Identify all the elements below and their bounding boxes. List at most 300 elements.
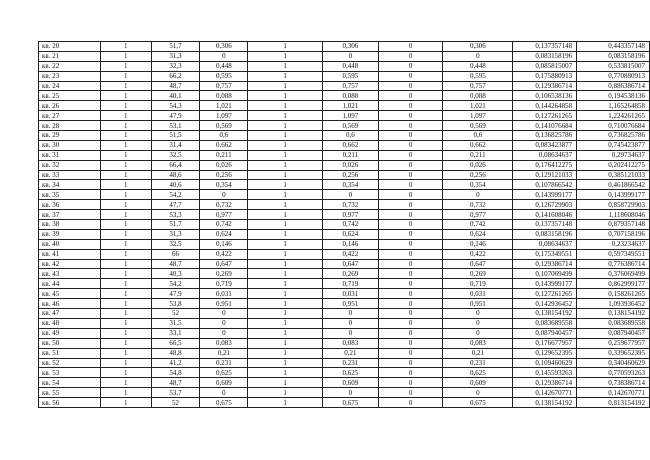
cell-value-b: 0,742 xyxy=(322,220,378,230)
cell-value-a: 0,951 xyxy=(200,299,248,309)
cell-value-b: 0,569 xyxy=(322,121,378,131)
cell-area: 33,1 xyxy=(151,328,200,338)
cell-value-a: 0,6 xyxy=(200,131,248,141)
table-row xyxy=(39,42,650,52)
cell-total: 0,862999177 xyxy=(577,279,650,289)
cell-total: 0,443357148 xyxy=(577,42,650,52)
cell-factor: 1 xyxy=(248,170,323,180)
cell-count: 1 xyxy=(100,269,151,279)
cell-factor: 1 xyxy=(248,229,323,239)
cell-count: 1 xyxy=(100,190,151,200)
cell-factor: 1 xyxy=(248,180,323,190)
cell-count: 1 xyxy=(100,200,151,210)
cell-share: 0,138154192 xyxy=(513,309,577,319)
table-row xyxy=(39,111,650,121)
cell-value-b: 0,951 xyxy=(322,299,378,309)
cell-total: 0,194538136 xyxy=(577,91,650,101)
cell-value-b: 0,306 xyxy=(322,42,378,52)
cell-area: 32,5 xyxy=(151,150,200,160)
table-row xyxy=(39,239,650,249)
cell-value-b: 0,6 xyxy=(322,131,378,141)
cell-share: 0,106538136 xyxy=(513,91,577,101)
cell-value-a: 0,231 xyxy=(200,358,248,368)
cell-value-a: 0,977 xyxy=(200,210,248,220)
cell-factor: 1 xyxy=(248,249,323,259)
cell-value-b: 0,448 xyxy=(322,61,378,71)
cell-factor: 1 xyxy=(248,289,323,299)
cell-apartment: кв. 25 xyxy=(39,91,101,101)
cell-value-c: 0 xyxy=(443,328,513,338)
cell-area: 54,2 xyxy=(151,279,200,289)
cell-factor: 1 xyxy=(248,398,323,408)
cell-count: 1 xyxy=(100,259,151,269)
cell-total: 0,738386714 xyxy=(577,378,650,388)
cell-area: 51,5 xyxy=(151,131,200,141)
cell-count: 1 xyxy=(100,121,151,131)
cell-factor: 1 xyxy=(248,42,323,52)
cell-factor: 1 xyxy=(248,269,323,279)
cell-total: 0,710076684 xyxy=(577,121,650,131)
cell-factor: 1 xyxy=(248,61,323,71)
cell-count: 1 xyxy=(100,348,151,358)
cell-zero-column: 0 xyxy=(378,150,443,160)
cell-factor: 1 xyxy=(248,299,323,309)
cell-area: 53,1 xyxy=(151,121,200,131)
cell-total: 0,340460629 xyxy=(577,358,650,368)
cell-apartment: кв. 46 xyxy=(39,299,101,309)
cell-factor: 1 xyxy=(248,338,323,348)
cell-zero-column: 0 xyxy=(378,229,443,239)
cell-value-c: 0,595 xyxy=(443,71,513,81)
cell-value-b: 0,609 xyxy=(322,378,378,388)
cell-apartment: кв. 50 xyxy=(39,338,101,348)
cell-apartment: кв. 32 xyxy=(39,160,101,170)
cell-share: 0,137357148 xyxy=(513,42,577,52)
cell-value-b: 0,757 xyxy=(322,81,378,91)
cell-value-b: 0,625 xyxy=(322,368,378,378)
cell-area: 31,5 xyxy=(151,318,200,328)
cell-value-c: 0,732 xyxy=(443,200,513,210)
cell-count: 1 xyxy=(100,289,151,299)
cell-total: 0,158261265 xyxy=(577,289,650,299)
cell-value-a: 0,675 xyxy=(200,398,248,408)
cell-count: 1 xyxy=(100,328,151,338)
apartment-data-table xyxy=(38,41,650,408)
cell-zero-column: 0 xyxy=(378,289,443,299)
cell-value-b: 0,146 xyxy=(322,239,378,249)
cell-share: 0,138154192 xyxy=(513,398,577,408)
cell-total: 1,118608046 xyxy=(577,210,650,220)
cell-apartment: кв. 53 xyxy=(39,368,101,378)
cell-value-b: 0,211 xyxy=(322,150,378,160)
cell-share: 0,126729903 xyxy=(513,200,577,210)
cell-value-b: 0,675 xyxy=(322,398,378,408)
cell-value-a: 0,662 xyxy=(200,140,248,150)
cell-factor: 1 xyxy=(248,131,323,141)
cell-apartment: кв. 36 xyxy=(39,200,101,210)
cell-value-a: 1,097 xyxy=(200,111,248,121)
cell-total: 0,087940457 xyxy=(577,328,650,338)
cell-apartment: кв. 37 xyxy=(39,210,101,220)
cell-zero-column: 0 xyxy=(378,131,443,141)
cell-count: 1 xyxy=(100,140,151,150)
cell-value-a: 0,21 xyxy=(200,348,248,358)
table-row xyxy=(39,338,650,348)
cell-value-a: 0,569 xyxy=(200,121,248,131)
cell-zero-column: 0 xyxy=(378,299,443,309)
cell-total: 0,29734637 xyxy=(577,150,650,160)
cell-apartment: кв. 56 xyxy=(39,398,101,408)
cell-factor: 1 xyxy=(248,190,323,200)
cell-value-b: 0,354 xyxy=(322,180,378,190)
cell-area: 48,7 xyxy=(151,81,200,91)
cell-count: 1 xyxy=(100,180,151,190)
cell-share: 0,176412275 xyxy=(513,160,577,170)
cell-total: 0,138154192 xyxy=(577,309,650,319)
cell-count: 1 xyxy=(100,309,151,319)
cell-value-a: 0,732 xyxy=(200,200,248,210)
cell-total: 0,083689558 xyxy=(577,318,650,328)
cell-share: 0,087940457 xyxy=(513,328,577,338)
cell-value-a: 0,026 xyxy=(200,160,248,170)
cell-area: 66,2 xyxy=(151,71,200,81)
cell-value-c: 0 xyxy=(443,51,513,61)
table-row xyxy=(39,210,650,220)
cell-total: 0,707158196 xyxy=(577,229,650,239)
cell-share: 0,107069499 xyxy=(513,269,577,279)
table-row xyxy=(39,220,650,230)
cell-count: 1 xyxy=(100,131,151,141)
cell-count: 1 xyxy=(100,368,151,378)
cell-apartment: кв. 55 xyxy=(39,388,101,398)
cell-apartment: кв. 39 xyxy=(39,229,101,239)
cell-zero-column: 0 xyxy=(378,388,443,398)
cell-value-c: 0,269 xyxy=(443,269,513,279)
cell-total: 1,093936452 xyxy=(577,299,650,309)
cell-count: 1 xyxy=(100,150,151,160)
cell-factor: 1 xyxy=(248,210,323,220)
cell-share: 0,142936452 xyxy=(513,299,577,309)
cell-total: 0,202412275 xyxy=(577,160,650,170)
cell-apartment: кв. 54 xyxy=(39,378,101,388)
cell-factor: 1 xyxy=(248,318,323,328)
cell-zero-column: 0 xyxy=(378,81,443,91)
table-row xyxy=(39,150,650,160)
cell-zero-column: 0 xyxy=(378,259,443,269)
cell-apartment: кв. 34 xyxy=(39,180,101,190)
cell-value-c: 0,951 xyxy=(443,299,513,309)
table-row xyxy=(39,299,650,309)
cell-apartment: кв. 47 xyxy=(39,309,101,319)
cell-value-b: 0 xyxy=(322,309,378,319)
cell-total: 0,736825786 xyxy=(577,131,650,141)
table-row xyxy=(39,249,650,259)
cell-factor: 1 xyxy=(248,150,323,160)
cell-value-a: 0,719 xyxy=(200,279,248,289)
table-row xyxy=(39,388,650,398)
table-body xyxy=(39,42,650,408)
table-row xyxy=(39,259,650,269)
cell-zero-column: 0 xyxy=(378,348,443,358)
cell-zero-column: 0 xyxy=(378,170,443,180)
cell-area: 53,8 xyxy=(151,299,200,309)
cell-value-c: 0 xyxy=(443,190,513,200)
cell-factor: 1 xyxy=(248,358,323,368)
cell-zero-column: 0 xyxy=(378,358,443,368)
cell-apartment: кв. 43 xyxy=(39,269,101,279)
cell-apartment: кв. 41 xyxy=(39,249,101,259)
cell-value-a: 0,083 xyxy=(200,338,248,348)
cell-value-c: 0,675 xyxy=(443,398,513,408)
cell-share: 0,142670771 xyxy=(513,388,577,398)
cell-value-c: 0,647 xyxy=(443,259,513,269)
cell-area: 31,3 xyxy=(151,229,200,239)
cell-value-a: 0,088 xyxy=(200,91,248,101)
cell-value-a: 0,306 xyxy=(200,42,248,52)
cell-area: 40,1 xyxy=(151,91,200,101)
cell-share: 0,175349551 xyxy=(513,249,577,259)
table-row xyxy=(39,289,650,299)
cell-total: 0,083158196 xyxy=(577,51,650,61)
cell-total: 0,533815007 xyxy=(577,61,650,71)
cell-value-c: 0 xyxy=(443,309,513,319)
cell-factor: 1 xyxy=(248,368,323,378)
cell-value-a: 0,595 xyxy=(200,71,248,81)
cell-factor: 1 xyxy=(248,160,323,170)
cell-total: 0,886386714 xyxy=(577,81,650,91)
cell-value-a: 0,422 xyxy=(200,249,248,259)
cell-share: 0,083689558 xyxy=(513,318,577,328)
cell-share: 0,129386714 xyxy=(513,378,577,388)
cell-apartment: кв. 27 xyxy=(39,111,101,121)
cell-value-c: 0,211 xyxy=(443,150,513,160)
cell-factor: 1 xyxy=(248,121,323,131)
cell-value-a: 0,448 xyxy=(200,61,248,71)
cell-share: 0,143999177 xyxy=(513,279,577,289)
cell-value-c: 0,306 xyxy=(443,42,513,52)
cell-value-c: 0,742 xyxy=(443,220,513,230)
cell-area: 54,2 xyxy=(151,190,200,200)
cell-value-c: 0,719 xyxy=(443,279,513,289)
cell-count: 1 xyxy=(100,170,151,180)
cell-factor: 1 xyxy=(248,378,323,388)
cell-share: 0,127261265 xyxy=(513,289,577,299)
cell-total: 0,770593263 xyxy=(577,368,650,378)
table-row xyxy=(39,269,650,279)
cell-value-a: 0 xyxy=(200,51,248,61)
cell-value-a: 0,609 xyxy=(200,378,248,388)
cell-area: 54,3 xyxy=(151,101,200,111)
table-row xyxy=(39,180,650,190)
cell-apartment: кв. 23 xyxy=(39,71,101,81)
cell-area: 53,7 xyxy=(151,388,200,398)
cell-share: 0,08634637 xyxy=(513,239,577,249)
cell-value-a: 0,625 xyxy=(200,368,248,378)
cell-apartment: кв. 30 xyxy=(39,140,101,150)
cell-zero-column: 0 xyxy=(378,338,443,348)
cell-value-b: 0,031 xyxy=(322,289,378,299)
table-row xyxy=(39,71,650,81)
cell-apartment: кв. 35 xyxy=(39,190,101,200)
cell-value-a: 0,757 xyxy=(200,81,248,91)
table-row xyxy=(39,348,650,358)
cell-share: 0,141608046 xyxy=(513,210,577,220)
cell-count: 1 xyxy=(100,42,151,52)
cell-area: 47,7 xyxy=(151,200,200,210)
cell-share: 0,085815007 xyxy=(513,61,577,71)
cell-area: 66,5 xyxy=(151,338,200,348)
cell-value-c: 0,609 xyxy=(443,378,513,388)
cell-share: 0,129121033 xyxy=(513,170,577,180)
cell-value-c: 0 xyxy=(443,318,513,328)
cell-value-b: 0,647 xyxy=(322,259,378,269)
cell-count: 1 xyxy=(100,220,151,230)
cell-apartment: кв. 20 xyxy=(39,42,101,52)
cell-zero-column: 0 xyxy=(378,180,443,190)
cell-value-c: 0,21 xyxy=(443,348,513,358)
cell-share: 0,136825786 xyxy=(513,131,577,141)
cell-zero-column: 0 xyxy=(378,71,443,81)
cell-zero-column: 0 xyxy=(378,140,443,150)
cell-total: 0,813154192 xyxy=(577,398,650,408)
cell-value-b: 0,256 xyxy=(322,170,378,180)
cell-count: 1 xyxy=(100,318,151,328)
cell-count: 1 xyxy=(100,81,151,91)
cell-value-b: 0,269 xyxy=(322,269,378,279)
cell-area: 32,3 xyxy=(151,61,200,71)
cell-value-a: 0,269 xyxy=(200,269,248,279)
cell-apartment: кв. 49 xyxy=(39,328,101,338)
table-row xyxy=(39,61,650,71)
cell-value-c: 0,256 xyxy=(443,170,513,180)
cell-apartment: кв. 45 xyxy=(39,289,101,299)
cell-zero-column: 0 xyxy=(378,398,443,408)
cell-count: 1 xyxy=(100,388,151,398)
cell-area: 32,5 xyxy=(151,239,200,249)
cell-value-a: 0,031 xyxy=(200,289,248,299)
cell-value-c: 0,569 xyxy=(443,121,513,131)
cell-total: 0,745423877 xyxy=(577,140,650,150)
cell-total: 0,259677957 xyxy=(577,338,650,348)
cell-total: 0,461866542 xyxy=(577,180,650,190)
cell-value-a: 0,647 xyxy=(200,259,248,269)
cell-value-c: 0,624 xyxy=(443,229,513,239)
cell-area: 52 xyxy=(151,398,200,408)
table-row xyxy=(39,279,650,289)
cell-value-a: 0,256 xyxy=(200,170,248,180)
cell-share: 0,129386714 xyxy=(513,81,577,91)
cell-value-c: 1,021 xyxy=(443,101,513,111)
cell-factor: 1 xyxy=(248,111,323,121)
cell-total: 0,23234637 xyxy=(577,239,650,249)
table-row xyxy=(39,318,650,328)
cell-value-b: 0,732 xyxy=(322,200,378,210)
table-row xyxy=(39,328,650,338)
cell-count: 1 xyxy=(100,378,151,388)
cell-value-a: 0,624 xyxy=(200,229,248,239)
cell-value-b: 0,21 xyxy=(322,348,378,358)
cell-apartment: кв. 24 xyxy=(39,81,101,91)
cell-total: 0,776386714 xyxy=(577,259,650,269)
cell-count: 1 xyxy=(100,239,151,249)
table-row xyxy=(39,131,650,141)
cell-value-c: 0,977 xyxy=(443,210,513,220)
cell-value-b: 0,624 xyxy=(322,229,378,239)
cell-apartment: кв. 44 xyxy=(39,279,101,289)
cell-area: 40,6 xyxy=(151,180,200,190)
cell-value-a: 0 xyxy=(200,318,248,328)
cell-value-b: 0 xyxy=(322,190,378,200)
table-row xyxy=(39,160,650,170)
table-row xyxy=(39,51,650,61)
cell-value-c: 1,097 xyxy=(443,111,513,121)
cell-total: 0,143999177 xyxy=(577,190,650,200)
cell-value-c: 0,6 xyxy=(443,131,513,141)
cell-apartment: кв. 33 xyxy=(39,170,101,180)
cell-zero-column: 0 xyxy=(378,368,443,378)
cell-value-b: 0 xyxy=(322,328,378,338)
cell-share: 0,141076684 xyxy=(513,121,577,131)
cell-value-c: 0,231 xyxy=(443,358,513,368)
cell-area: 52 xyxy=(151,309,200,319)
table-row xyxy=(39,81,650,91)
cell-area: 66 xyxy=(151,249,200,259)
cell-value-c: 0,354 xyxy=(443,180,513,190)
cell-zero-column: 0 xyxy=(378,101,443,111)
cell-count: 1 xyxy=(100,71,151,81)
cell-area: 48,7 xyxy=(151,259,200,269)
cell-value-a: 0 xyxy=(200,190,248,200)
cell-count: 1 xyxy=(100,160,151,170)
cell-zero-column: 0 xyxy=(378,328,443,338)
table-row xyxy=(39,121,650,131)
cell-share: 0,107866542 xyxy=(513,180,577,190)
cell-count: 1 xyxy=(100,111,151,121)
cell-factor: 1 xyxy=(248,259,323,269)
table-row xyxy=(39,170,650,180)
cell-apartment: кв. 22 xyxy=(39,61,101,71)
cell-factor: 1 xyxy=(248,200,323,210)
cell-count: 1 xyxy=(100,358,151,368)
cell-share: 0,175880913 xyxy=(513,71,577,81)
cell-value-b: 0,083 xyxy=(322,338,378,348)
cell-zero-column: 0 xyxy=(378,160,443,170)
table-row xyxy=(39,368,650,378)
cell-zero-column: 0 xyxy=(378,309,443,319)
cell-zero-column: 0 xyxy=(378,200,443,210)
cell-factor: 1 xyxy=(248,279,323,289)
cell-total: 0,376069499 xyxy=(577,269,650,279)
cell-factor: 1 xyxy=(248,220,323,230)
cell-apartment: кв. 40 xyxy=(39,239,101,249)
cell-share: 0,143999177 xyxy=(513,190,577,200)
table-row xyxy=(39,378,650,388)
cell-count: 1 xyxy=(100,338,151,348)
cell-value-b: 0,026 xyxy=(322,160,378,170)
cell-apartment: кв. 28 xyxy=(39,121,101,131)
cell-factor: 1 xyxy=(248,101,323,111)
cell-share: 0,083158196 xyxy=(513,229,577,239)
cell-count: 1 xyxy=(100,61,151,71)
cell-factor: 1 xyxy=(248,239,323,249)
cell-value-c: 0,662 xyxy=(443,140,513,150)
cell-value-a: 1,021 xyxy=(200,101,248,111)
table-row xyxy=(39,190,650,200)
cell-value-b: 0 xyxy=(322,388,378,398)
cell-area: 31,3 xyxy=(151,51,200,61)
cell-share: 0,137357148 xyxy=(513,220,577,230)
cell-share: 0,176677957 xyxy=(513,338,577,348)
